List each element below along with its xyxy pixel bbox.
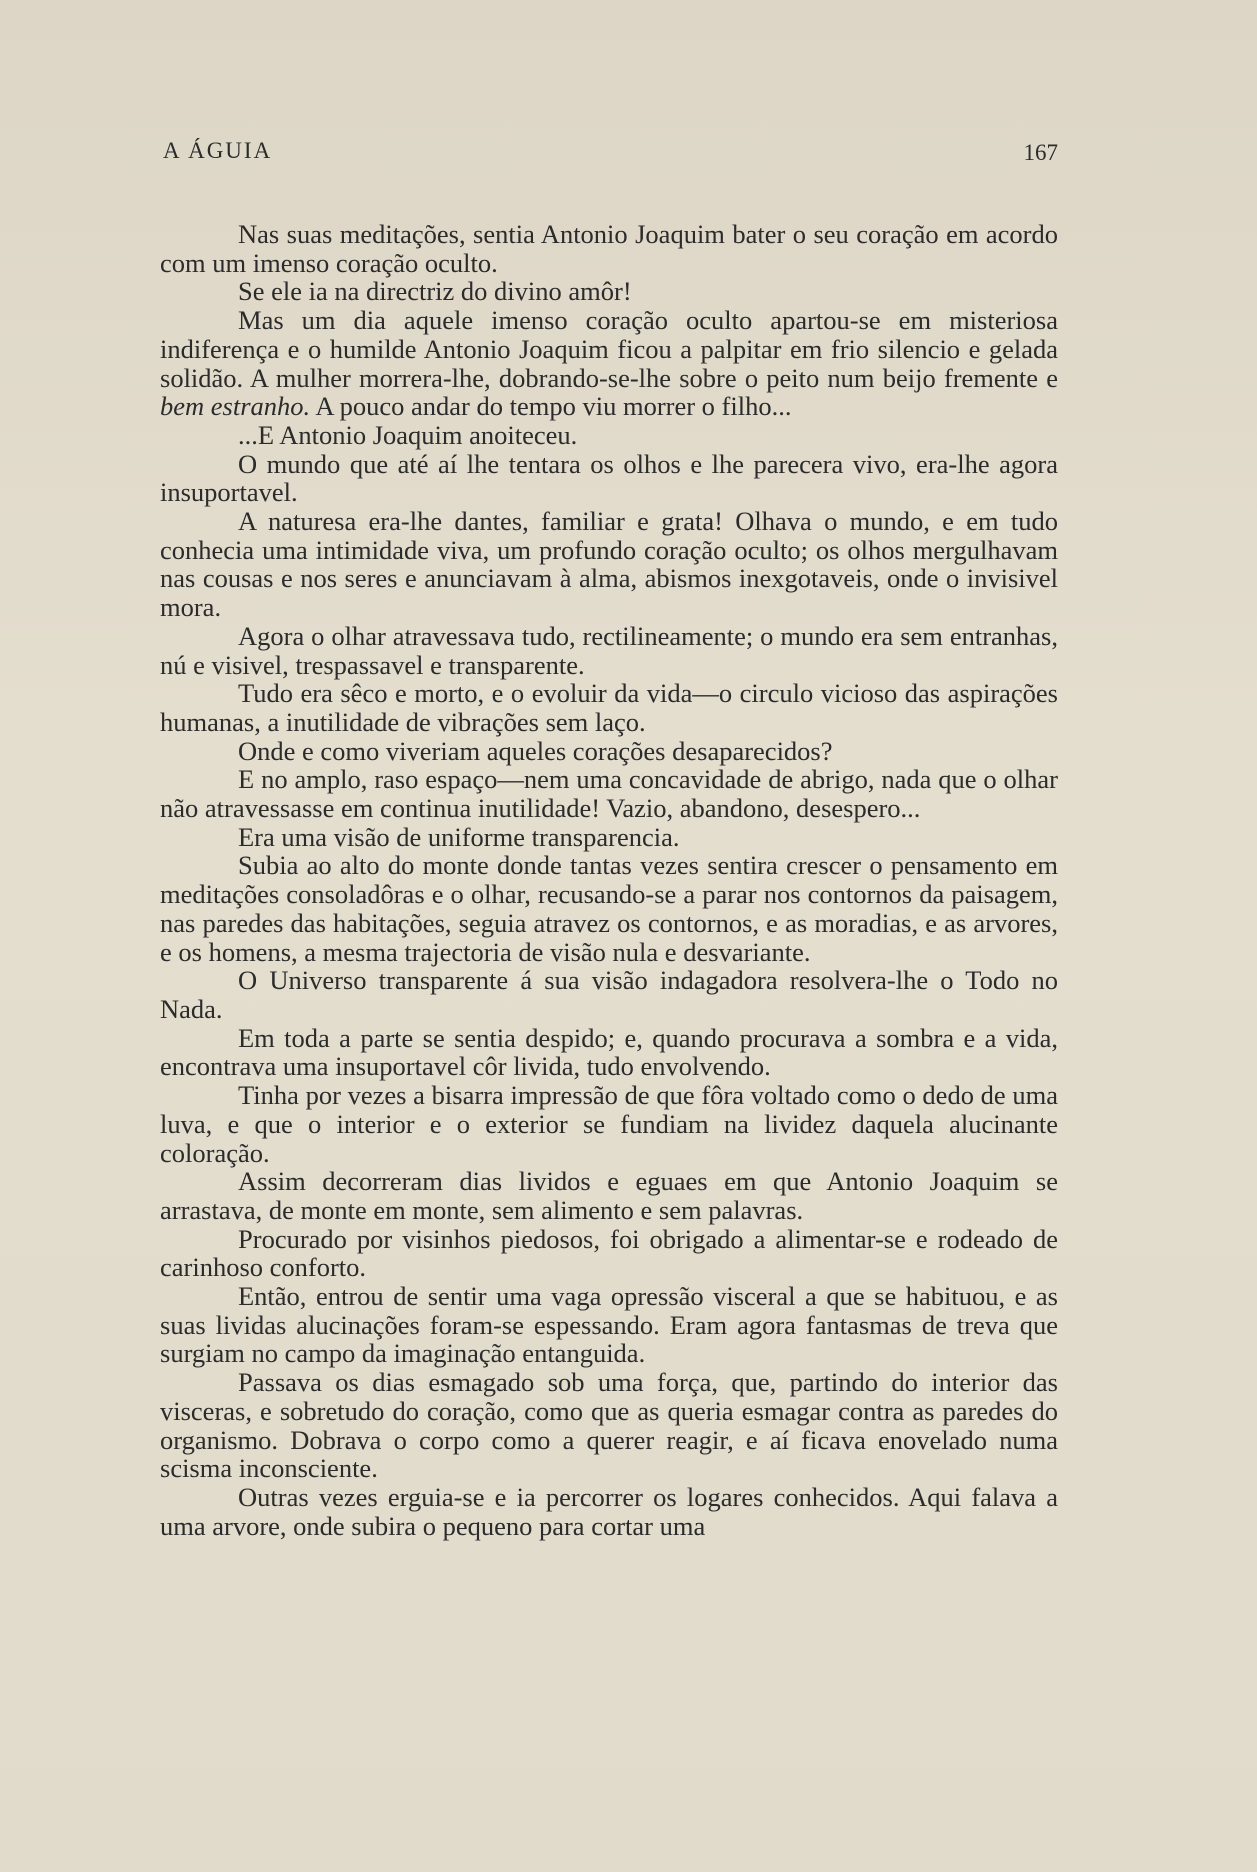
- paragraph: Agora o olhar atravessava tudo, rectilineamente; o mundo era sem entranhas, nú e visivel, trespassavel e transparente.: [160, 620, 1058, 680]
- running-head: [163, 138, 1058, 168]
- paragraph: Subia ao alto do monte donde tantas vezes sentira crescer o pensamento em meditações consoladôras e o olhar, recusando-se a parar nos contornos da paisagem, nas paredes das habitações, seguia atravez os contornos, e as moradias, e as arvores, e os homens, a mesma trajectoria de visão nula e desvariante.: [160, 850, 1058, 967]
- paragraph: Então, entrou de sentir uma vaga opressão visceral a que se habituou, e as suas lividas alucinações foram-se espessando. Eram agora fantasmas de treva que surgiam no campo da imaginação entanguida.: [160, 1281, 1058, 1369]
- paragraph: Procurado por visinhos piedosos, foi obrigado a alimentar-se e rodeado de carinhoso conforto.: [160, 1223, 1058, 1283]
- paragraph: O mundo que até aí lhe tentara os olhos e lhe parecera vivo, era-lhe agora insuportavel.: [160, 448, 1058, 508]
- paragraph: Onde e como viveriam aqueles corações desaparecidos?: [238, 735, 833, 766]
- paragraph: O Universo transparente á sua visão indagadora resolvera-lhe o Todo no Nada.: [160, 965, 1058, 1024]
- paragraph: Em toda a parte se sentia despido; e, quando procurava a sombra e a vida, encontrava uma insuportavel côr livida, tudo envolvendo.: [160, 1022, 1058, 1082]
- paragraph: Passava os dias esmagado sob uma força, que, partindo do interior das visceras, e sobretudo do coração, como que as queria esmagar contra as paredes do organismo. Dobrava o corpo como a querer reagir, e aí ficava enovelado numa scisma inconsciente.: [160, 1367, 1058, 1484]
- paragraph: [160, 306, 1058, 421]
- paragraph: Tudo era sêco e morto, e o evoluir da vida—o circulo vicioso das aspirações humanas, a inutilidade de vibrações sem laço.: [160, 678, 1058, 737]
- paragraph-text: A pouco andar do tempo viu morrer o filho...: [315, 391, 792, 422]
- paragraph: Nas suas meditações, sentia Antonio Joaquim bater o seu coração em acordo com um imenso coração oculto.: [160, 219, 1058, 278]
- page-number: 167: [1023, 140, 1058, 165]
- italic-phrase: bem estranho.: [160, 391, 311, 422]
- paragraph: Outras vezes erguia-se e ia percorrer os logares conhecidos. Aqui falava a uma arvore, onde subira o pequeno para cortar uma: [160, 1481, 1058, 1541]
- paragraph-text: Mas um dia aquele imenso coração oculto apartou-se em misteriosa indiferença e o humilde Antonio Joaquim ficou a palpitar em frio silencio e gelada solidão. A mulher morrera-lhe, dobrando-se-lhe sobre o peito num beijo fremente e: [160, 305, 1058, 393]
- body-text: [160, 220, 1058, 1540]
- paragraph: A naturesa era-lhe dantes, familiar e grata! Olhava o mundo, e em tudo conhecia uma intimidade viva, um profundo coração oculto; os olhos mergulhavam nas cousas e nos seres e anunciavam à alma, abismos inexgotaveis, onde o invisivel mora.: [160, 506, 1058, 623]
- paragraph: Se ele ia na directriz do divino amôr!: [238, 276, 632, 307]
- journal-title: A ÁGUIA: [163, 138, 273, 163]
- paragraph: Assim decorreram dias lividos e eguaes em que Antonio Joaquim se arrastava, de monte em monte, sem alimento e sem palavras.: [160, 1166, 1058, 1225]
- paragraph: E no amplo, raso espaço—nem uma concavidade de abrigo, nada que o olhar não atravessasse em continua inutilidade! Vazio, abandono, desespero...: [160, 764, 1058, 824]
- paragraph: Era uma visão de uniforme transparencia.: [238, 821, 680, 852]
- paragraph: Tinha por vezes a bisarra impressão de que fôra voltado como o dedo de uma luva, e que o interior e o exterior se fundiam na lividez daquela alucinante coloração.: [160, 1080, 1058, 1168]
- paragraph: ...E Antonio Joaquim anoiteceu.: [238, 419, 578, 450]
